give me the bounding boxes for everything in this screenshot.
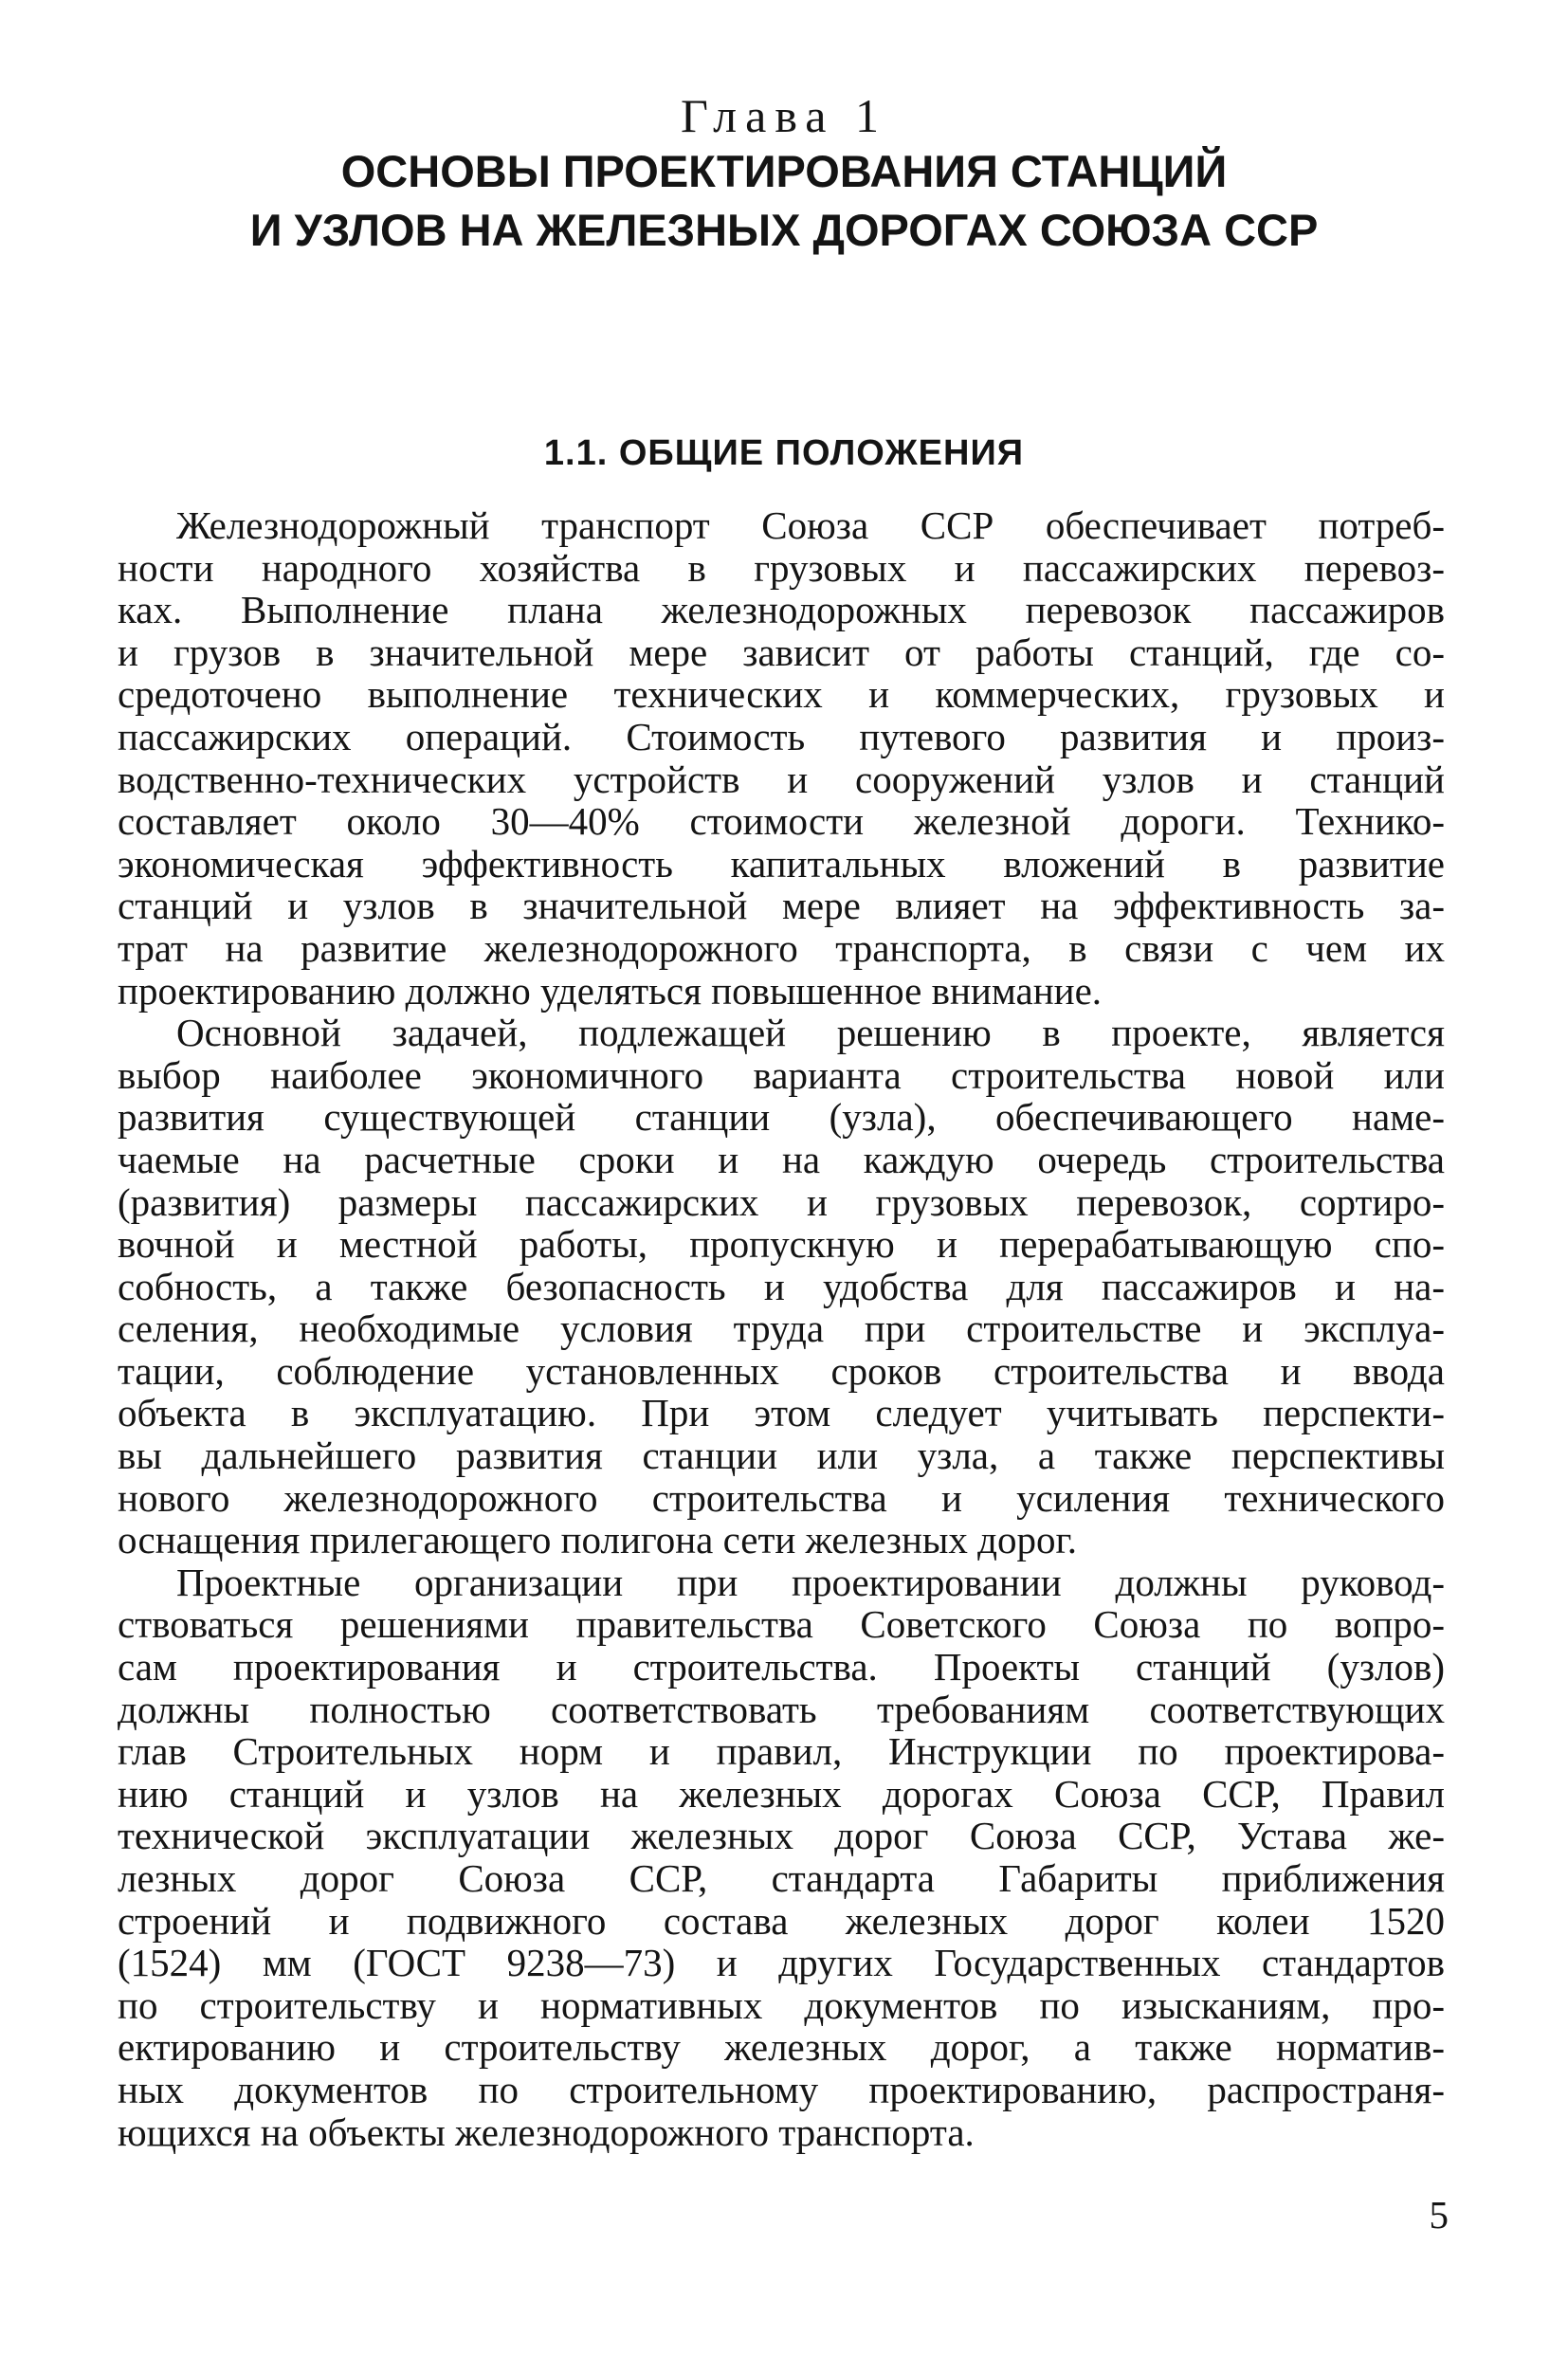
text-line: объекта в эксплуатацию. При этом следует учитывать перспекти- (118, 1391, 1445, 1435)
text-line: ствоваться решениями правительства Советского Союза по вопро- (118, 1602, 1445, 1647)
text-line: Основной задачей, подлежащей решению в проекте, является (176, 1011, 1445, 1055)
text-line: Проектные организации при проектировании должны руковод- (176, 1560, 1445, 1604)
chapter-title (0, 142, 1568, 260)
text-line: чаемые на расчетные сроки и на каждую очередь строительства (118, 1137, 1445, 1181)
section-title: 1.1. ОБЩИЕ ПОЛОЖЕНИЯ (543, 433, 1025, 473)
chapter-title-line: ОСНОВЫ ПРОЕКТИРОВАНИЯ СТАНЦИЙ (340, 146, 1228, 196)
text-line: ности народного хозяйства в грузовых и пассажирских перевоз- (118, 545, 1445, 590)
text-line: водственно-технических устройств и сооружений узлов и станций (118, 757, 1445, 801)
text-line: пассажирских операций. Стоимость путевого развития и произ- (118, 714, 1445, 758)
text-line: выбор наиболее экономичного варианта строительства новой или (118, 1052, 1445, 1097)
text-line: собность, а также безопасность и удобства для пассажиров и на- (118, 1264, 1445, 1308)
paragraph (118, 1561, 1445, 2153)
text-line: оснащения прилегающего полигона сети железных дорог. (118, 1518, 1077, 1562)
paragraph (118, 1012, 1445, 1561)
body-text (118, 504, 1445, 2153)
page-number: 5 (1429, 2193, 1449, 2237)
text-line: лезных дорог Союза ССР, стандарта Габариты приближения (118, 1856, 1445, 1900)
text-line: вочной и местной работы, пропускную и перерабатывающую спо- (118, 1222, 1445, 1267)
text-line: должны полностью соответствовать требованиям соответствующих (118, 1687, 1445, 1731)
text-line: селения, необходимые условия труда при строительстве и эксплуа- (118, 1306, 1445, 1351)
text-line: станций и узлов в значительной мере влияет на эффективность за- (118, 884, 1445, 928)
text-line: нию станций и узлов на железных дорогах Союза ССР, Правил (118, 1771, 1445, 1816)
text-line: ющихся на объекты железнодорожного транспорта. (118, 2109, 975, 2154)
text-line: вы дальнейшего развития станции или узла, а также перспективы (118, 1434, 1445, 1478)
text-line: строений и подвижного состава железных дорог колеи 1520 (118, 1898, 1445, 1943)
text-line: трат на развитие железнодорожного транспорта, в связи с чем их (118, 925, 1445, 970)
text-line: средоточено выполнение технических и коммерческих, грузовых и (118, 672, 1445, 717)
paragraph (118, 504, 1445, 1012)
chapter-title-line: И УЗЛОВ НА ЖЕЛЕЗНЫХ ДОРОГАХ СОЮЗА ССР (249, 205, 1319, 255)
text-line: развития существующей станции (узла), обеспечивающего наме- (118, 1095, 1445, 1140)
text-line: тации, соблюдение установленных сроков строительства и ввода (118, 1348, 1445, 1393)
text-line: сам проектирования и строительства. Проекты станций (узлов) (118, 1645, 1445, 1689)
text-line: проектированию должно уделяться повышенное внимание. (118, 968, 1103, 1013)
text-line: ках. Выполнение плана железнодорожных перевозок пассажиров (118, 588, 1445, 632)
text-line: экономическая эффективность капитальных вложений в развитие (118, 841, 1445, 886)
text-line: по строительству и нормативных документов по изысканиям, про- (118, 1982, 1445, 2027)
text-line: нового железнодорожного строительства и усиления технического (118, 1475, 1445, 1520)
text-line: ектированию и строительству железных дорог, а также норматив- (118, 2025, 1445, 2070)
text-line: составляет около 30—40% стоимости железной дороги. Технико- (118, 799, 1445, 844)
text-line: (развития) размеры пассажирских и грузовых перевозок, сортиро- (118, 1179, 1445, 1224)
text-line: (1524) мм (ГОСТ 9238—73) и других Государственных стандартов (118, 1941, 1445, 1985)
text-line: и грузов в значительной мере зависит от работы станций, где со- (118, 630, 1445, 674)
chapter-label: Глава 1 (681, 89, 887, 142)
text-line: Железнодорожный транспорт Союза ССР обеспечивает потреб- (176, 503, 1445, 547)
text-line: глав Строительных норм и правил, Инструкции по проектирова- (118, 1729, 1445, 1774)
text-line: ных документов по строительному проектированию, распространя- (118, 2067, 1445, 2111)
text-line: технической эксплуатации железных дорог Союза ССР, Устава же- (118, 1814, 1445, 1858)
